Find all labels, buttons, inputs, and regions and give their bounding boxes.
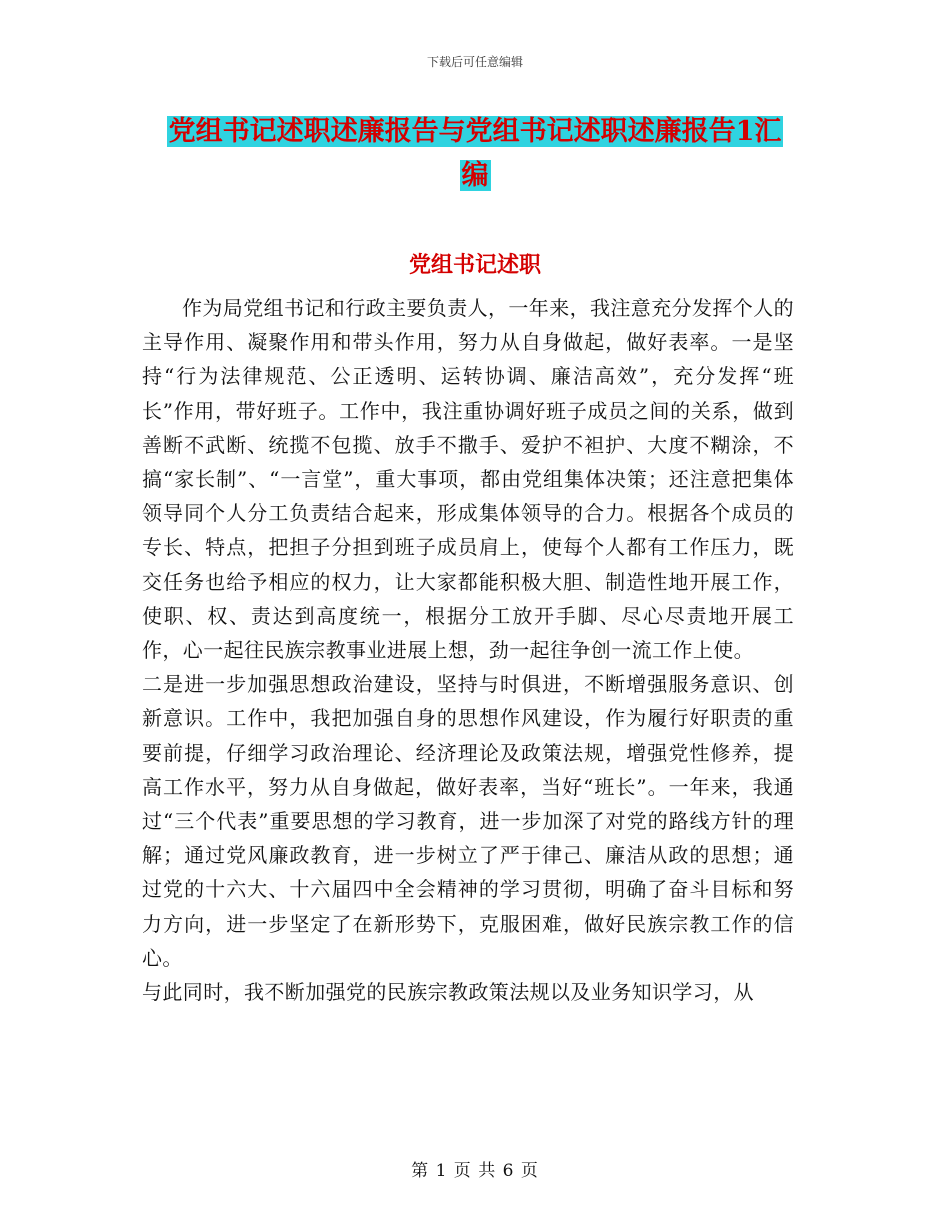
document-title — [140, 110, 810, 198]
section-heading: 党组书记述职 — [408, 252, 541, 278]
page-number-footer: 第 1 页 共 6 页 — [411, 1161, 539, 1181]
body-paragraph-3: 与此同时，我不断加强党的民族宗教政策法规以及业务知识学习，从 — [142, 980, 754, 1005]
body-paragraph-2: 二是进一步加强思想政治建设，坚持与时俱进，不断增强服务意识、创新意识。工作中，我把加强自身的思想作风建设，作为履行好职责的重要前提，仔细学习政治理论、经济理论及政策法规，增强党性修养，提高工作水平，努力从自身做起，做好表率，当好“班长”。一年来，我通过“三个代表”重要思想的学习教育，进一步加深了对党的路线方针的理解；通过党风廉政教育，进一步树立了严于律己、廉洁从政的思想；通过党的十六大、十六届四中全会精神的学习贯彻，明确了奋斗目标和努力方向，进一步坚定了在新形势下，克服困难，做好民族宗教工作的信心。 — [142, 672, 794, 970]
document-body — [142, 291, 794, 1009]
document-title-line-2: 编 — [461, 160, 489, 191]
body-paragraph-1: 作为局党组书记和行政主要负责人，一年来，我注意充分发挥个人的主导作用、凝聚作用和带头作用，努力从自身做起，做好表率。一是坚持“行为法律规范、公正透明、运转协调、廉洁高效”，充分发挥“班长”作用，带好班子。工作中，我注重协调好班子成员之间的关系，做到善断不武断、统揽不包揽、放手不撒手、爱护不袒护、大度不糊涂，不搞“家长制”、“一言堂”，重大事项，都由党组集体决策；还注意把集体领导同个人分工负责结合起来，形成集体领导的合力。根据各个成员的专长、特点，把担子分担到班子成员肩上，使每个人都有工作压力，既交任务也给予相应的权力，让大家都能积极大胆、制造性地开展工作，使职、权、责达到高度统一，根据分工放开手脚、尽心尽责地开展工作，心一起往民族宗教事业进展上想，劲一起往争创一流工作上使。 — [142, 296, 794, 663]
header-note: 下载后可任意编辑 — [426, 55, 523, 69]
document-title-line-1: 党组书记述职述廉报告与党组书记述职述廉报告1汇 — [168, 116, 782, 147]
